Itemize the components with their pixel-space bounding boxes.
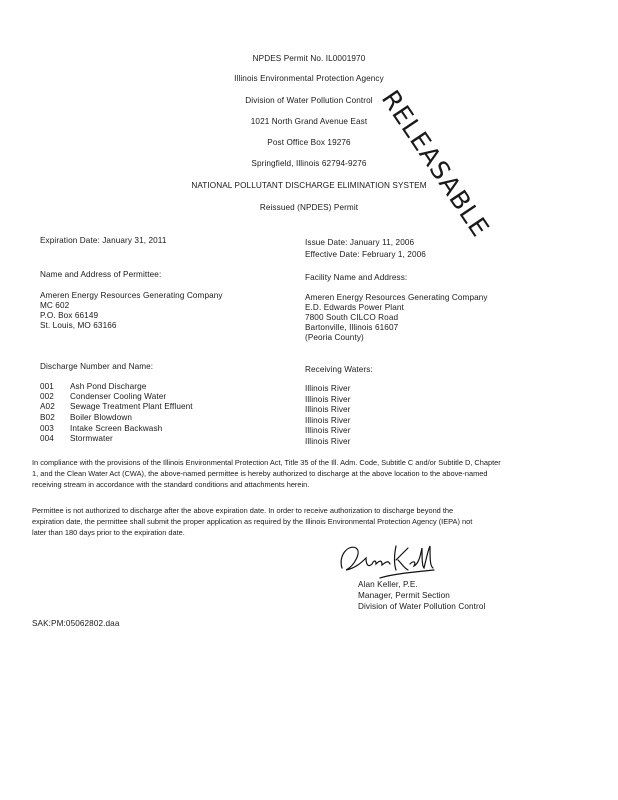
permittee-line: P.O. Box 66149 — [40, 311, 99, 320]
renewal-line: expiration date, the permittee shall submit the proper application as required by the Illinois Environmental Protection Agency (IEPA) not — [32, 517, 473, 526]
agency-address: 1021 North Grand Avenue East — [250, 117, 368, 126]
agency-name: Illinois Environmental Protection Agency — [234, 74, 384, 83]
receiving-water: Illinois River — [305, 426, 351, 435]
receiving-water: Illinois River — [305, 416, 351, 425]
discharge-number: A02 — [40, 402, 55, 411]
permit-type: Reissued (NPDES) Permit — [259, 203, 359, 212]
permit-number: NPDES Permit No. IL0001970 — [252, 54, 366, 63]
facility-line: (Peoria County) — [305, 333, 364, 342]
receiving-water: Illinois River — [305, 405, 351, 414]
discharge-name: Stormwater — [70, 434, 113, 443]
handwritten-signature — [330, 538, 440, 583]
facility-heading: Facility Name and Address: — [305, 273, 408, 282]
discharge-name: Condenser Cooling Water — [70, 392, 167, 401]
agency-city: Springfield, Illinois 62794-9276 — [251, 159, 367, 168]
discharge-number: 002 — [40, 392, 54, 401]
renewal-line: later than 180 days prior to the expiration date. — [32, 528, 185, 537]
discharge-number: B02 — [40, 413, 55, 422]
signer-title: Manager, Permit Section — [358, 591, 450, 600]
releasable-stamp: RELEASABLE — [375, 85, 496, 243]
discharge-name: Boiler Blowdown — [70, 413, 133, 422]
signer-name: Alan Keller, P.E. — [358, 580, 418, 589]
facility-line: Ameren Energy Resources Generating Company — [305, 293, 488, 302]
effective-date: Effective Date: February 1, 2006 — [305, 250, 426, 259]
expiration-date: Expiration Date: January 31, 2011 — [40, 236, 167, 245]
facility-line: 7800 South CILCO Road — [305, 313, 399, 322]
compliance-line: receiving stream in accordance with the standard conditions and attachments herein. — [32, 480, 310, 489]
compliance-line: 1, and the Clean Water Act (CWA), the above-named permittee is hereby authorized to discharge at the above location to the above-named — [32, 469, 488, 478]
discharge-name: Ash Pond Discharge — [70, 382, 147, 391]
issue-date: Issue Date: January 11, 2006 — [305, 238, 415, 247]
agency-po-box: Post Office Box 19276 — [267, 138, 351, 147]
receiving-heading: Receiving Waters: — [305, 365, 373, 374]
permittee-line: MC 602 — [40, 301, 70, 310]
receiving-water: Illinois River — [305, 437, 351, 446]
permittee-heading: Name and Address of Permittee: — [40, 270, 162, 279]
discharge-number: 003 — [40, 424, 54, 433]
renewal-line: Permittee is not authorized to discharge after the above expiration date. In order to receive authorization to discharge beyond the — [32, 506, 454, 515]
file-reference: SAK:PM:05062802.daa — [32, 619, 120, 628]
permittee-line: Ameren Energy Resources Generating Company — [40, 291, 223, 300]
receiving-water: Illinois River — [305, 395, 351, 404]
signer-division: Division of Water Pollution Control — [358, 602, 486, 611]
discharge-heading: Discharge Number and Name: — [40, 362, 154, 371]
permittee-line: St. Louis, MO 63166 — [40, 321, 117, 330]
division-name: Division of Water Pollution Control — [245, 96, 373, 105]
facility-line: E.D. Edwards Power Plant — [305, 303, 404, 312]
compliance-line: In compliance with the provisions of the Illinois Environmental Protection Act, Title 35 of the Ill. Adm. Code, Subtitle C and/or Subtitle D, Chapter — [32, 458, 501, 467]
discharge-number: 004 — [40, 434, 54, 443]
facility-line: Bartonville, Illinois 61607 — [305, 323, 399, 332]
discharge-name: Sewage Treatment Plant Effluent — [70, 402, 193, 411]
discharge-number: 001 — [40, 382, 54, 391]
discharge-name: Intake Screen Backwash — [70, 424, 163, 433]
system-title: NATIONAL POLLUTANT DISCHARGE ELIMINATION SYSTEM — [191, 181, 427, 190]
receiving-water: Illinois River — [305, 384, 351, 393]
